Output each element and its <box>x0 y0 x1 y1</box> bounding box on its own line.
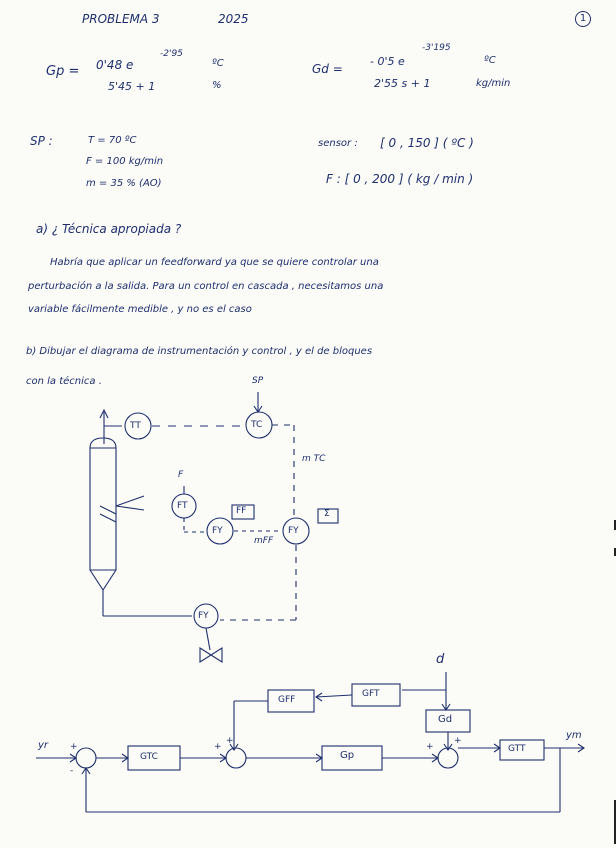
pid-sp-label: SP <box>252 376 264 386</box>
sp-flow: F = 100 kg/min <box>86 156 164 167</box>
gp-block-label: Gp <box>340 750 355 761</box>
answer-a-line3: variable fácilmente medible , y no es el caso <box>28 304 252 315</box>
gp-label: Gp = <box>46 64 80 79</box>
fy-ff-label: FY <box>212 526 223 536</box>
gd-unit-top: ºC <box>484 55 496 66</box>
sensor-temperature-range: [ 0 , 150 ] ( ºC ) <box>380 136 474 150</box>
tc-label: TC <box>251 420 263 430</box>
summer-1-minus: - <box>70 766 74 776</box>
ym-label: ym <box>566 730 582 741</box>
answer-a-line1: Habría que aplicar un feedforward ya que se quiere controlar una <box>50 257 379 268</box>
summer-2 <box>226 748 246 768</box>
sp-manipulated: m = 35 % (AO) <box>86 178 162 189</box>
summer-3-plus-top: + <box>454 736 462 746</box>
flow-label: F <box>178 470 184 480</box>
gp-unit-top: ºC <box>212 58 224 69</box>
tt-label: TT <box>130 421 141 431</box>
ff-box-label: FF <box>236 506 247 516</box>
sensor-label: sensor : <box>318 138 358 149</box>
gd-denominator: 2'55 s + 1 <box>374 77 431 90</box>
fy-valve-label: FY <box>198 611 209 621</box>
mtc-label: m TC <box>302 454 326 464</box>
answer-a-line2: perturbación a la salida. Para un control en cascada , necesitamos una <box>28 281 384 292</box>
summer-1 <box>76 748 96 768</box>
question-b-line2: con la técnica . <box>26 376 102 387</box>
sensor-flow-range: F : [ 0 , 200 ] ( kg / min ) <box>326 172 474 186</box>
gp-unit-bottom: % <box>212 80 222 91</box>
page-number: 1 <box>575 11 591 27</box>
gtt-label: GTT <box>508 744 526 754</box>
ft-label: FT <box>177 501 188 511</box>
summer-3 <box>438 748 458 768</box>
d-label: d <box>436 652 445 667</box>
gp-numerator: 0'48 e <box>96 58 134 72</box>
question-a-title: a) ¿ Técnica apropiada ? <box>36 222 182 236</box>
sp-temperature: T = 70 ºC <box>88 135 137 146</box>
summer-2-plus-left: + <box>214 742 222 752</box>
summer-2-plus-top: + <box>226 736 234 746</box>
yr-label: yr <box>38 740 49 751</box>
gp-exponent: -2'95 <box>160 49 183 59</box>
summer-1-plus: + <box>70 742 78 752</box>
gp-denominator: 5'45 + 1 <box>108 80 156 93</box>
gd-exponent: -3'195 <box>422 43 451 53</box>
gd-block-label: Gd <box>438 714 453 725</box>
gd-label: Gd = <box>312 62 343 76</box>
gtc-label: GTC <box>140 752 158 762</box>
summer-3-plus-left: + <box>426 742 434 752</box>
gff-label: GFF <box>278 695 296 705</box>
gd-numerator: - 0'5 e <box>370 55 405 68</box>
question-b-line1: b) Dibujar el diagrama de instrumentación y control , y el de bloques <box>26 346 373 357</box>
gd-unit-bottom: kg/min <box>476 78 511 89</box>
sp-label: SP : <box>30 134 53 148</box>
fy-sum-label: FY <box>288 526 299 536</box>
year: 2025 <box>218 12 249 26</box>
problem-title: PROBLEMA 3 <box>82 12 160 26</box>
mff-label: mFF <box>254 536 274 546</box>
gft-label: GFT <box>362 689 380 699</box>
sum-box-label: Σ <box>324 509 330 519</box>
